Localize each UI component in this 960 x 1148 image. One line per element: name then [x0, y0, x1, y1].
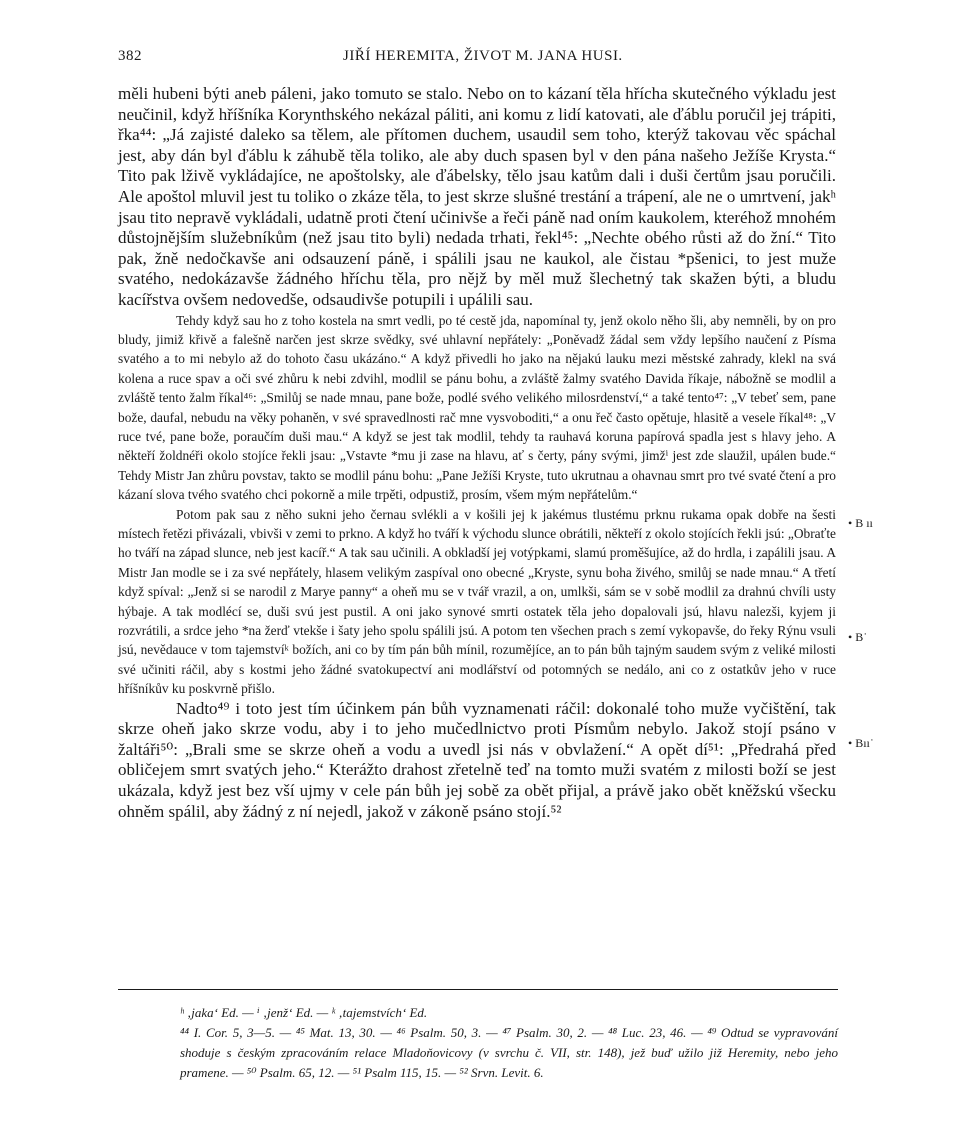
paragraph-1: měli hubeni býti aneb páleni, jako tomuto se stalo. Nebo on to kázaní těla hřícha skutečného výkladu jest neučinil, když hříšníka Korynthského nekázal páliti, ani komu z lidí katovati, ale ďáblu poručil jej trápiti, řka⁴⁴: „Já zajisté daleko sa tělem, ale přítomen duchem, usaudil sem toho, kterýž takovau věc spáchal jest, aby dán byl ďáblu k záhubě těla toliko, ale aby duch spasen byl v den pána našeho Ježíše Krysta.“ Tito pak lživě vykládajíce, ne apoštolsky, ale ďábelsky, tělo jsau katům dali i duši čertům jsau poručili. Ale apoštol mluvil jest tu toliko o zkáze těla, to jest skrze slušné trestání a trápení, ale ne o umrtvení, jakʰ jsau tito nepravě vykládali, udatně proti čtení učinivše a řeči páně nad oním kaukolem, kteréhož mnohém důstojnějším služebníkům (než jsau tito byli) nedada trhati, řekl⁴⁵: „Nechte obého růsti až do žní.“ Tito pak, žně nedočkavše ani odsauzení páně, i spálili jsau ne kaukol, ale čistau *pšenici, to jest muže svatého, nedokázavše žádného hříchu těla, pro nějž by měl muž šlechetný tak skažen býti, a bludu kacířstva ovšem nedovedše, odsaudivše potupili i upálili sau.	[118, 84, 836, 309]
page-number: 382	[118, 48, 142, 64]
footnote-rule	[118, 989, 838, 990]
footnote-references: ⁴⁴ I. Cor. 5, 3—5. — ⁴⁵ Mat. 13, 30. — ⁴⁶ Psalm. 50, 3. — ⁴⁷ Psalm. 30, 2. — ⁴⁸ Luc. 23, 46. — ⁴⁹ Odtud se vypravování shoduje s českým zpracováním relace Mladoňovicovy (v svrchu č. VII, str. 148), jež buď užilo již Heremity, nebo jeho pramene. — ⁵⁰ Psalm. 65, 12. — ⁵¹ Psalm 115, 15. — ⁵² Srvn. Levit. 6.	[180, 1025, 838, 1080]
paragraph-4: Nadto⁴⁹ i toto jest tím účinkem pán bůh vyznamenati ráčil: dokonalé toho muže vyčištění, tak skrze oheň jako skrze vodu, aby i to jeho mučedlnictvo proti Písmům nebylo. Jakož stojí psáno v žaltáři⁵⁰: „Brali sme se skrze oheň a vodu a uvedl jsi nás v obvlažení.“ A opět dí⁵¹: „Předrahá před obličejem smrt svatých jeho.“ Kterážto drahost zřetelně teď na tomto muži svatém z milosti boží se jest ukázala, když jest bez vší ujmy v cele pán bůh jej sobě za obět přijal, a právě jako obět kněžskú všecku ohněm spálil, aby žádný z ní nejedl, jakož v zákoně psáno stojí.⁵²	[118, 698, 836, 821]
footnote-variants: ʰ ‚jaka‘ Ed. — ⁱ ‚jenž‘ Ed. — ᵏ ‚tajemstvích‘ Ed.	[180, 1005, 428, 1020]
margin-mark-3: • Bıı˙	[848, 736, 874, 750]
page-header	[118, 48, 838, 70]
main-text	[118, 84, 836, 822]
margin-mark-2: • B ıı	[848, 516, 873, 530]
margin-mark-1: • B˙	[848, 630, 868, 644]
paragraph-2: Tehdy když sau ho z toho kostela na smrt vedli, po té cestě jda, napomínal ty, jenž okolo něho šli, aby nemněli, by on pro bludy, jimiž křivě a falešně narčen jest skrze svědky, své uhlavní nepřátely: „Poněvadž žádal sem vždy lepšího naučení z Písma svatého a to mi nebylo až do tohoto času ukázáno.“ A když přivedli ho jako na nějakú lauku mezi městské zahrady, klekl na svá kolena a ruce spav a oči své zhůru k nebi zdvihl, modlil se pánu bohu, a zvláště žalmy svatého Davida říkaje, nábožně se modlil a zvláště tento žalm říkal⁴⁶: „Smilůj se nade mnau, pane bože, podlé svého velikého milosrdenství,“ a také tento⁴⁷: „V tebeť sem, pane bože, daufal, nebudu na věky pohaněn, v své spravedlnosti rač mne vysvoboditi,“ a onu řeč často opětuje, hlasitě a vesele říkal⁴⁸: „V ruce tvé, pane bože, poraučím duši mau.“ A když se jest tak modlil, tehdy ta rauhavá koruna papírová spadla jest s hlavy jeho. A někteří žoldnéři okolo stojíce řekli jsau: „Vstavte *mu ji zase na hlavu, ať s čerty, pány svými, jimžⁱ jest zde slaužil, upálen bude.“ Tehdy Mistr Jan zhůru povstav, takto se modlil pánu bohu: „Pane Ježíši Kryste, tuto ukrutnau a ohavnau smrt pro tvé svaté čtení a pro kázaní slova tvého svatého chci pokorně a mile trpěti, odpustiž, prosím, všem mým nepřátelům.“	[118, 312, 836, 503]
running-title: JIŘÍ HEREMITA, ŽIVOT M. JANA HUSI.	[343, 48, 623, 64]
footnotes	[118, 1003, 838, 1083]
paragraph-3: Potom pak sau z něho sukni jeho černau svlékli a v košili jej k jakémus tlustému prknu rukama opak dobře na šesti místech řetězi přivázali, vbivši v zemi to prkno. A když ho tváří k východu slunce obrátili, někteří z okolo stojících řekli jsú: „Obraťte ho tváří na západ slunce, neb jest kacíř.“ A tak sau učinili. A obkladší jej votýpkami, slamú proměšujíce, až do hrdla, i zapálili jsau. A Mistr Jan modle se i za své nepřátely, hlasem velikým zaspíval ono obecné „Kryste, synu boha živého, smilůj se nade mnau.“ A třetí když spíval: „Jenž si se narodil z Marye panny“ a oheň mu se v tvář vrazil, a on, umlkši, sám se v sobě modlil za drahnú chvíli usty hýbaje. A tak modlécí se, duši svú jest pustil. A oni jako synové smrti ostatek těla jeho dopalovali jsú, hlavu nalezši, kyjem ji rozvrátili, a srdce jeho *na žerď vtekše i šaty jeho spolu spálili jsú. A potom ten všechen prach s zemí vykopavše, do řeky Rýnu vsuli jsú, nevědauce v tom tajemstvíᵏ božích, ani co by tím pán bůh mínil, rozumějíce, an to pán bůh tajným saudem svým z veliké milosti své učiniti ráčil, aby s kostmi jeho žádné svatokupectví ani modlářství od potomných se nedálo, ani co z ostatkův jeho v ruce hříšníkův ku poskvrně přišlo.	[118, 506, 836, 697]
